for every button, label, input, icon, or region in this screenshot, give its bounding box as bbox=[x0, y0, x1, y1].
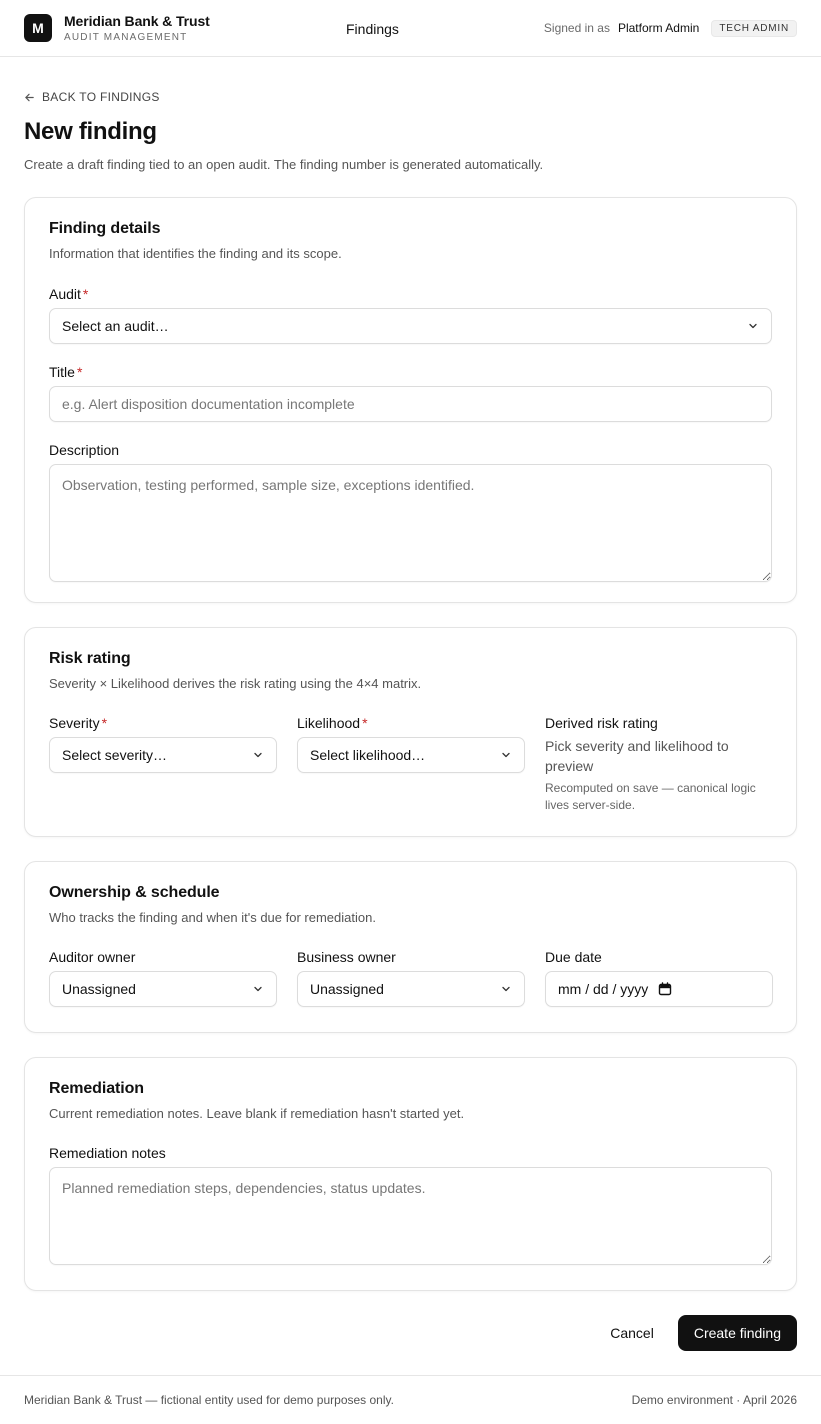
brand[interactable] bbox=[24, 13, 210, 43]
severity-field bbox=[49, 715, 277, 814]
card-title: Ownership & schedule bbox=[49, 883, 220, 901]
chevron-down-icon bbox=[747, 320, 759, 332]
chevron-down-icon bbox=[252, 983, 264, 995]
required-mark: * bbox=[362, 714, 368, 731]
card-description: Who tracks the finding and when it's due for remediation. bbox=[49, 909, 376, 925]
business-owner-label: Business owner bbox=[297, 948, 396, 965]
footer-environment: Demo environment · April 2026 bbox=[631, 1393, 797, 1407]
card-title: Finding details bbox=[49, 219, 161, 237]
description-textarea[interactable] bbox=[49, 464, 772, 582]
audit-select[interactable] bbox=[49, 308, 772, 344]
brand-text bbox=[64, 13, 210, 43]
likelihood-field bbox=[297, 715, 525, 814]
site-footer bbox=[0, 1375, 821, 1424]
signed-in-label: Signed in as bbox=[543, 21, 610, 35]
role-badge: TECH ADMIN bbox=[711, 20, 797, 37]
business-owner-value: Unassigned bbox=[310, 980, 384, 997]
required-mark: * bbox=[101, 714, 108, 731]
card-description: Severity × Likelihood derives the risk rating using the 4×4 matrix. bbox=[49, 675, 422, 691]
audit-label bbox=[49, 286, 772, 302]
ownership-card bbox=[24, 861, 797, 1033]
due-date-input[interactable] bbox=[545, 971, 773, 1007]
description-label: Description bbox=[49, 441, 120, 458]
cancel-button[interactable]: Cancel bbox=[610, 1324, 654, 1341]
derived-risk-field bbox=[545, 715, 773, 814]
risk-fields-row bbox=[49, 715, 772, 814]
nav-findings[interactable]: Findings bbox=[346, 20, 399, 37]
due-date-placeholder: mm / dd / yyyy bbox=[558, 980, 649, 997]
user-name[interactable]: Platform Admin bbox=[617, 21, 700, 35]
risk-rating-card bbox=[24, 627, 797, 837]
likelihood-label-text: Likelihood bbox=[297, 714, 361, 731]
calendar-icon[interactable] bbox=[658, 982, 672, 996]
severity-label bbox=[49, 715, 277, 731]
title-input[interactable] bbox=[49, 386, 772, 422]
severity-select-value: Select severity… bbox=[62, 746, 168, 763]
remediation-notes-label: Remediation notes bbox=[49, 1144, 166, 1161]
derived-risk-label: Derived risk rating bbox=[545, 714, 658, 731]
due-date-label: Due date bbox=[545, 948, 602, 965]
auditor-owner-value: Unassigned bbox=[62, 980, 136, 997]
severity-select[interactable] bbox=[49, 737, 277, 773]
business-owner-field bbox=[297, 949, 525, 1007]
required-mark: * bbox=[76, 363, 83, 380]
arrow-left-icon bbox=[24, 92, 35, 103]
auditor-owner-label: Auditor owner bbox=[49, 948, 136, 965]
user-area bbox=[544, 20, 797, 37]
auditor-owner-field bbox=[49, 949, 277, 1007]
auditor-owner-select[interactable] bbox=[49, 971, 277, 1007]
card-title: Remediation bbox=[49, 1079, 144, 1097]
brand-name: Meridian Bank & Trust bbox=[64, 13, 210, 29]
derived-risk-hint: Pick severity and likelihood to preview bbox=[545, 737, 729, 774]
derived-risk-note: Recomputed on save — canonical logic lives server-side. bbox=[545, 781, 756, 812]
finding-details-card bbox=[24, 197, 797, 603]
page-content bbox=[0, 57, 821, 1351]
likelihood-select-value: Select likelihood… bbox=[310, 746, 426, 763]
remediation-card bbox=[24, 1057, 797, 1291]
form-actions bbox=[24, 1291, 797, 1351]
back-to-findings-link[interactable] bbox=[24, 90, 160, 104]
card-title: Risk rating bbox=[49, 649, 131, 667]
brand-logo: M bbox=[24, 14, 52, 42]
severity-label-text: Severity bbox=[49, 714, 100, 731]
page-title: New finding bbox=[24, 117, 157, 145]
card-description: Information that identifies the finding and its scope. bbox=[49, 245, 342, 261]
due-date-field bbox=[545, 949, 773, 1007]
create-finding-button[interactable]: Create finding bbox=[678, 1315, 797, 1351]
app-header bbox=[0, 0, 821, 57]
brand-subtitle: AUDIT MANAGEMENT bbox=[64, 32, 188, 43]
chevron-down-icon bbox=[252, 749, 264, 761]
audit-label-text: Audit bbox=[49, 285, 81, 302]
page-subtitle: Create a draft finding tied to an open audit. The finding number is generated automatically. bbox=[24, 156, 544, 172]
chevron-down-icon bbox=[500, 749, 512, 761]
required-mark: * bbox=[82, 285, 89, 302]
likelihood-select[interactable] bbox=[297, 737, 525, 773]
business-owner-select[interactable] bbox=[297, 971, 525, 1007]
back-link-label: BACK TO FINDINGS bbox=[42, 90, 160, 104]
footer-disclaimer: Meridian Bank & Trust — fictional entity used for demo purposes only. bbox=[24, 1393, 394, 1407]
ownership-fields-row bbox=[49, 949, 772, 1007]
audit-select-value: Select an audit… bbox=[62, 317, 169, 334]
likelihood-label bbox=[297, 715, 525, 731]
remediation-notes-textarea[interactable] bbox=[49, 1167, 772, 1265]
title-label bbox=[49, 364, 772, 380]
card-description: Current remediation notes. Leave blank if remediation hasn't started yet. bbox=[49, 1105, 465, 1121]
title-label-text: Title bbox=[49, 363, 75, 380]
chevron-down-icon bbox=[500, 983, 512, 995]
